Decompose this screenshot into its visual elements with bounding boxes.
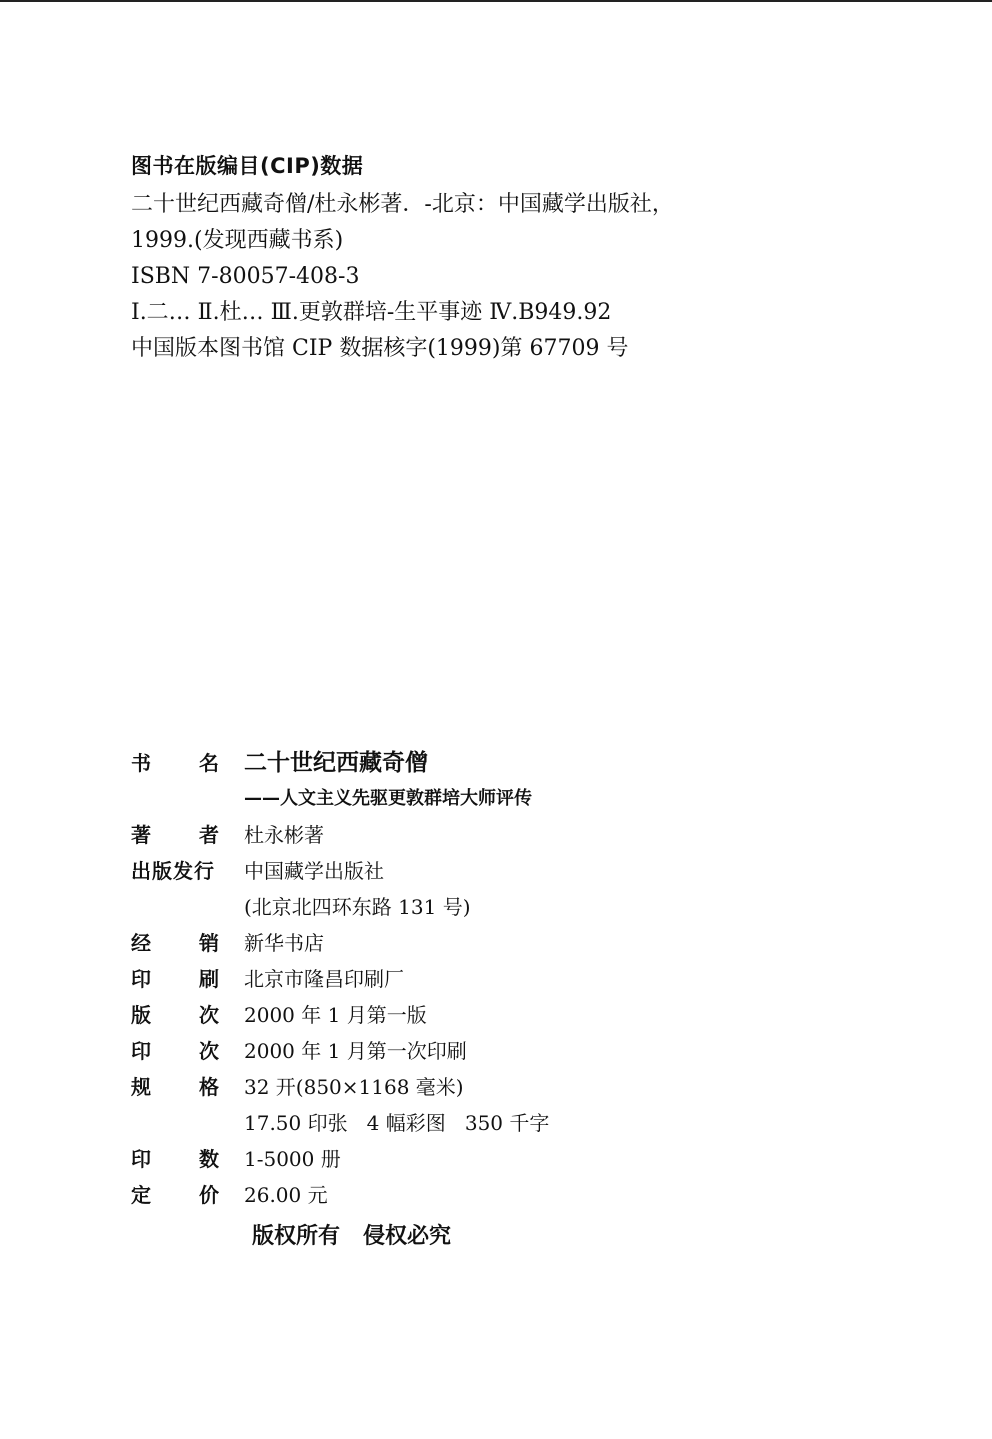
- colophon-row-price: [131, 1177, 891, 1213]
- format-value: 32 开(850×1168 毫米): [244, 1075, 464, 1099]
- label-char: 次: [199, 1039, 219, 1063]
- cip-line-classification: Ⅰ.二… Ⅱ.杜… Ⅲ.更敦群培-生平事迹 Ⅳ.B949.92: [131, 300, 612, 325]
- printer-value: 北京市隆昌印刷厂: [244, 967, 404, 991]
- colophon-label-distributor: [131, 925, 219, 961]
- colophon-row-printing: [131, 1033, 891, 1069]
- label-char: 印: [131, 1147, 151, 1171]
- cip-line-record-number: 中国版本图书馆 CIP 数据核字(1999)第 67709 号: [131, 336, 629, 361]
- label-char: 著: [131, 823, 151, 847]
- label-char: 印: [131, 1039, 151, 1063]
- colophon-label-price: [131, 1177, 219, 1213]
- book-title: 二十世纪西藏奇僧: [244, 750, 428, 776]
- book-subtitle: ——人文主义先驱更敦群培大师评传: [244, 788, 532, 809]
- publisher-address: (北京北四环东路 131 号): [244, 895, 471, 919]
- distributor-value: 新华书店: [244, 931, 324, 955]
- printing-value: 2000 年 1 月第一次印刷: [244, 1039, 467, 1063]
- label-char: 经: [131, 931, 151, 955]
- colophon-label-printing: [131, 1033, 219, 1069]
- label-char: 版: [131, 1003, 151, 1027]
- label-char: 销: [199, 931, 219, 955]
- copyright-notice: 版权所有 侵权必究: [252, 1224, 451, 1249]
- price-value: 26.00 元: [244, 1183, 328, 1207]
- label-char: 格: [199, 1075, 219, 1099]
- colophon-row-subtitle: [131, 781, 891, 817]
- colophon-row-edition: [131, 997, 891, 1033]
- cip-line-series: 1999.(发现西藏书系): [131, 228, 344, 253]
- label-char: 次: [199, 1003, 219, 1027]
- label-char: 印: [131, 967, 151, 991]
- colophon-label-publisher: 出版发行: [131, 859, 215, 883]
- colophon-row-address: [131, 889, 891, 925]
- label-char: 者: [199, 823, 219, 847]
- colophon-block: [131, 745, 891, 1257]
- label-char: 定: [131, 1183, 151, 1207]
- colophon-row-format: [131, 1069, 891, 1105]
- label-char: 名: [199, 751, 219, 775]
- cip-line-book-entry: 二十世纪西藏奇僧/杜永彬著．-北京：中国藏学出版社，: [131, 192, 674, 217]
- colophon-row-print-run: [131, 1141, 891, 1177]
- cip-line-isbn: ISBN 7-80057-408-3: [131, 264, 360, 289]
- colophon-row-distributor: [131, 925, 891, 961]
- edition-value: 2000 年 1 月第一版: [244, 1003, 427, 1027]
- label-char: 数: [199, 1147, 219, 1171]
- colophon-label-author: [131, 817, 219, 853]
- colophon-row-format-detail: [131, 1105, 891, 1141]
- colophon-label-printer: [131, 961, 219, 997]
- colophon-label-edition: [131, 997, 219, 1033]
- colophon-row-title: [131, 745, 891, 781]
- format-detail: 17.50 印张 4 幅彩图 350 千字: [244, 1111, 550, 1135]
- cip-title: 图书在版编目(CIP)数据: [131, 154, 364, 178]
- label-char: 书: [131, 751, 151, 775]
- top-border-line: [0, 0, 992, 2]
- colophon-row-printer: [131, 961, 891, 997]
- colophon-row-publisher: [131, 853, 891, 889]
- publisher-value: 中国藏学出版社: [244, 859, 384, 883]
- colophon-row-author: [131, 817, 891, 853]
- colophon-label-title: [131, 745, 219, 781]
- print-run-value: 1-5000 册: [244, 1147, 341, 1171]
- label-char: 价: [199, 1183, 219, 1207]
- label-char: 刷: [199, 967, 219, 991]
- colophon-label-format: [131, 1069, 219, 1105]
- author-value: 杜永彬著: [244, 823, 324, 847]
- cip-data-block: [131, 150, 891, 370]
- label-char: 规: [131, 1075, 151, 1099]
- colophon-label-print-run: [131, 1141, 219, 1177]
